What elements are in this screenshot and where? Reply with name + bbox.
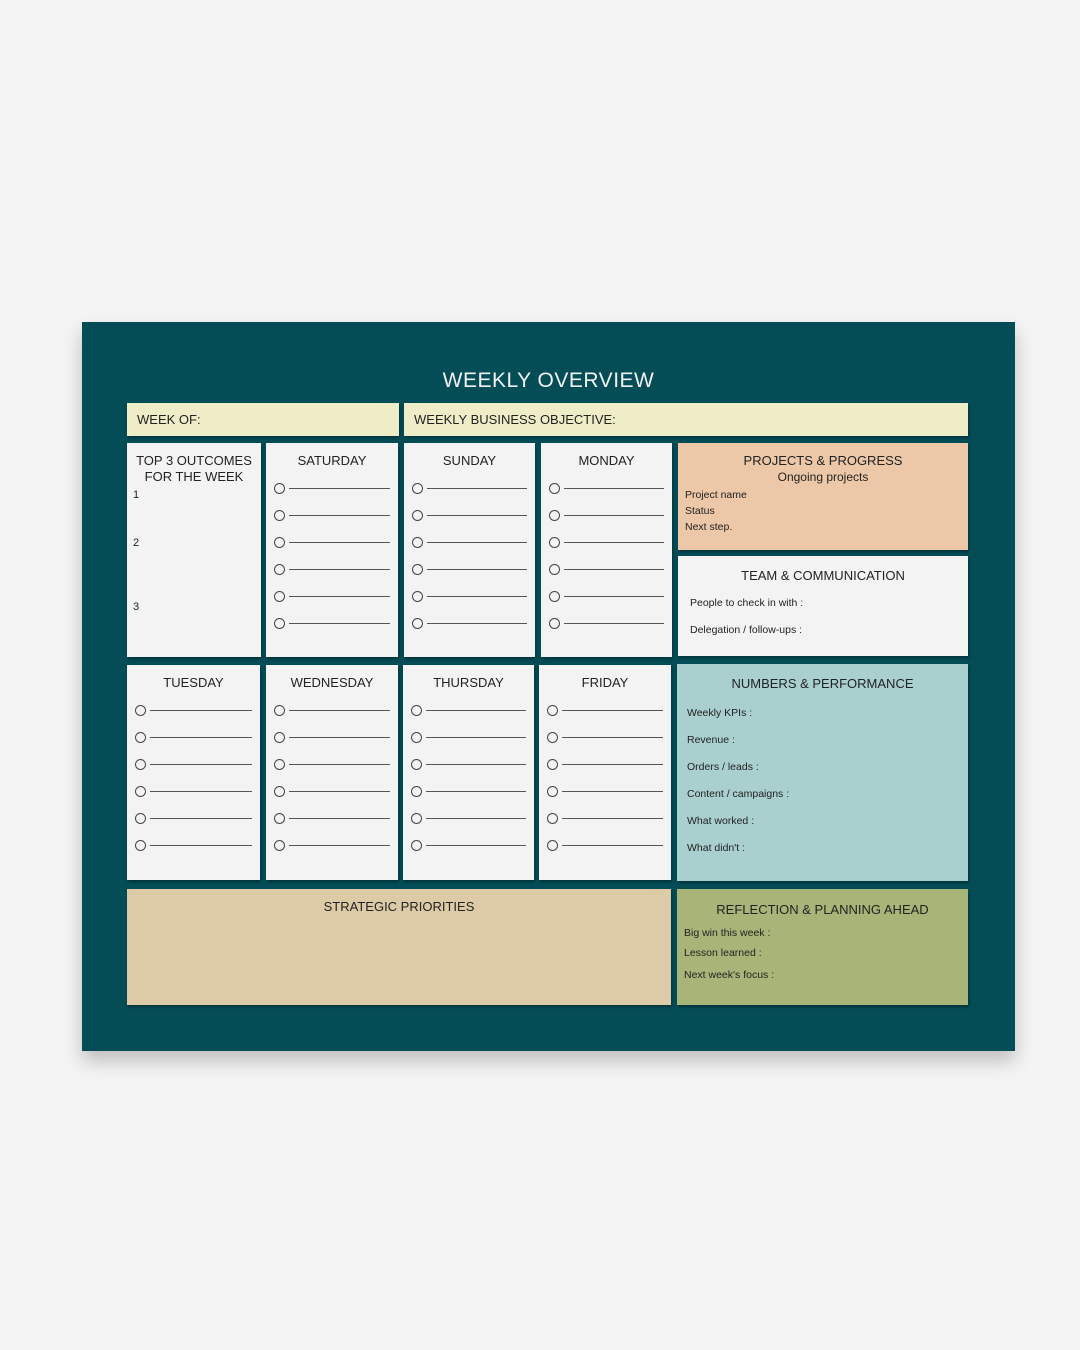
task-line[interactable] bbox=[564, 488, 664, 489]
numbers-title: NUMBERS & PERFORMANCE bbox=[731, 676, 914, 691]
task-row[interactable] bbox=[412, 510, 527, 522]
day-title: FRIDAY bbox=[581, 675, 629, 690]
task-row[interactable] bbox=[549, 591, 664, 603]
team-field: People to check in with : bbox=[690, 597, 804, 609]
task-line[interactable] bbox=[427, 542, 527, 543]
task-line[interactable] bbox=[150, 818, 252, 819]
task-line[interactable] bbox=[562, 818, 663, 819]
task-row[interactable] bbox=[135, 759, 252, 771]
checkbox-circle-icon[interactable] bbox=[135, 705, 146, 716]
task-line[interactable] bbox=[289, 542, 390, 543]
task-line[interactable] bbox=[427, 569, 527, 570]
team-communication-panel bbox=[678, 556, 968, 656]
task-row[interactable] bbox=[411, 786, 526, 798]
checkbox-circle-icon[interactable] bbox=[412, 510, 423, 521]
reflection-field: Next week's focus : bbox=[684, 969, 775, 981]
task-line[interactable] bbox=[289, 845, 390, 846]
top-outcomes-title bbox=[127, 453, 261, 485]
task-row[interactable] bbox=[135, 813, 252, 825]
checkbox-circle-icon[interactable] bbox=[274, 537, 285, 548]
task-line[interactable] bbox=[562, 791, 663, 792]
task-row[interactable] bbox=[411, 813, 526, 825]
checkbox-circle-icon[interactable] bbox=[547, 840, 558, 851]
checkbox-circle-icon[interactable] bbox=[549, 564, 560, 575]
task-line[interactable] bbox=[426, 818, 526, 819]
checkbox-circle-icon[interactable] bbox=[274, 813, 285, 824]
projects-progress-panel bbox=[678, 443, 968, 550]
task-line[interactable] bbox=[427, 596, 527, 597]
numbers-field: Content / campaigns : bbox=[687, 788, 790, 800]
checkbox-circle-icon[interactable] bbox=[549, 618, 560, 629]
task-row[interactable] bbox=[412, 618, 527, 630]
task-line[interactable] bbox=[562, 737, 663, 738]
task-line[interactable] bbox=[426, 737, 526, 738]
task-line[interactable] bbox=[289, 488, 390, 489]
outcome-number: 3 bbox=[133, 601, 140, 613]
task-line[interactable] bbox=[289, 737, 390, 738]
projects-subtitle: Ongoing projects bbox=[777, 470, 869, 484]
day-panel-tuesday bbox=[127, 665, 260, 880]
page-title: WEEKLY OVERVIEW bbox=[442, 369, 655, 392]
week-of-field[interactable] bbox=[127, 403, 399, 436]
task-row[interactable] bbox=[274, 705, 390, 717]
checkbox-circle-icon[interactable] bbox=[411, 786, 422, 797]
day-panel-friday bbox=[539, 665, 671, 880]
task-line[interactable] bbox=[289, 791, 390, 792]
checkbox-circle-icon[interactable] bbox=[274, 840, 285, 851]
task-line[interactable] bbox=[427, 488, 527, 489]
outcome-number: 2 bbox=[133, 537, 140, 549]
task-row[interactable] bbox=[549, 618, 664, 630]
projects-field: Next step. bbox=[685, 521, 733, 533]
checkbox-circle-icon[interactable] bbox=[549, 510, 560, 521]
task-row[interactable] bbox=[274, 537, 390, 549]
checkbox-circle-icon[interactable] bbox=[412, 483, 423, 494]
checkbox-circle-icon[interactable] bbox=[135, 786, 146, 797]
checkbox-circle-icon[interactable] bbox=[135, 759, 146, 770]
checkbox-circle-icon[interactable] bbox=[547, 813, 558, 824]
checkbox-circle-icon[interactable] bbox=[274, 618, 285, 629]
numbers-performance-panel bbox=[677, 664, 968, 881]
projects-title bbox=[678, 453, 968, 485]
weekly-objective-field[interactable] bbox=[404, 403, 968, 436]
numbers-field: What didn't : bbox=[687, 842, 746, 854]
numbers-field: What worked : bbox=[687, 815, 755, 827]
task-row[interactable] bbox=[135, 840, 252, 852]
numbers-field: Orders / leads : bbox=[687, 761, 759, 773]
task-line[interactable] bbox=[289, 764, 390, 765]
task-row[interactable] bbox=[274, 591, 390, 603]
reflection-title: REFLECTION & PLANNING AHEAD bbox=[716, 902, 929, 917]
task-row[interactable] bbox=[411, 840, 526, 852]
checkbox-circle-icon[interactable] bbox=[411, 732, 422, 743]
task-row[interactable] bbox=[412, 591, 527, 603]
checkbox-circle-icon[interactable] bbox=[135, 840, 146, 851]
reflection-field: Lesson learned : bbox=[684, 947, 762, 959]
task-line[interactable] bbox=[150, 764, 252, 765]
day-panel-saturday bbox=[266, 443, 398, 657]
checkbox-circle-icon[interactable] bbox=[274, 510, 285, 521]
task-row[interactable] bbox=[547, 732, 663, 744]
day-title: SUNDAY bbox=[442, 453, 497, 468]
task-line[interactable] bbox=[426, 845, 526, 846]
reflection-field: Big win this week : bbox=[684, 927, 771, 939]
checkbox-circle-icon[interactable] bbox=[549, 483, 560, 494]
strategic-priorities-panel[interactable] bbox=[127, 889, 671, 1005]
task-line[interactable] bbox=[562, 764, 663, 765]
checkbox-circle-icon[interactable] bbox=[549, 591, 560, 602]
task-line[interactable] bbox=[150, 737, 252, 738]
checkbox-circle-icon[interactable] bbox=[274, 564, 285, 575]
projects-field: Project name bbox=[685, 489, 747, 501]
task-line[interactable] bbox=[562, 710, 663, 711]
task-row[interactable] bbox=[547, 786, 663, 798]
task-line[interactable] bbox=[150, 845, 252, 846]
checkbox-circle-icon[interactable] bbox=[135, 732, 146, 743]
task-row[interactable] bbox=[274, 483, 390, 495]
task-line[interactable] bbox=[564, 542, 664, 543]
checkbox-circle-icon[interactable] bbox=[411, 759, 422, 770]
task-row[interactable] bbox=[549, 564, 664, 576]
day-panel-sunday bbox=[404, 443, 535, 657]
strategic-title: STRATEGIC PRIORITIES bbox=[323, 899, 475, 914]
checkbox-circle-icon[interactable] bbox=[412, 591, 423, 602]
task-row[interactable] bbox=[411, 759, 526, 771]
team-field: Delegation / follow-ups : bbox=[690, 624, 803, 636]
task-row[interactable] bbox=[547, 759, 663, 771]
task-row[interactable] bbox=[135, 705, 252, 717]
task-row[interactable] bbox=[274, 618, 390, 630]
day-title: SATURDAY bbox=[297, 453, 367, 468]
task-row[interactable] bbox=[274, 840, 390, 852]
checkbox-circle-icon[interactable] bbox=[411, 840, 422, 851]
checkbox-circle-icon[interactable] bbox=[411, 813, 422, 824]
day-panel-monday bbox=[541, 443, 672, 657]
checkbox-circle-icon[interactable] bbox=[547, 786, 558, 797]
task-row[interactable] bbox=[547, 840, 663, 852]
task-line[interactable] bbox=[427, 623, 527, 624]
task-row[interactable] bbox=[274, 564, 390, 576]
day-panel-wednesday bbox=[266, 665, 398, 880]
week-of-label: WEEK OF: bbox=[137, 412, 201, 427]
task-line[interactable] bbox=[289, 623, 390, 624]
top-outcomes-title-line2: FOR THE WEEK bbox=[144, 469, 244, 484]
checkbox-circle-icon[interactable] bbox=[412, 618, 423, 629]
checkbox-circle-icon[interactable] bbox=[412, 564, 423, 575]
task-row[interactable] bbox=[547, 813, 663, 825]
task-row[interactable] bbox=[549, 537, 664, 549]
checkbox-circle-icon[interactable] bbox=[274, 732, 285, 743]
checkbox-circle-icon[interactable] bbox=[547, 705, 558, 716]
task-row[interactable] bbox=[547, 705, 663, 717]
reflection-panel bbox=[677, 889, 968, 1005]
day-title: MONDAY bbox=[578, 453, 635, 468]
task-row[interactable] bbox=[135, 786, 252, 798]
outcome-number: 1 bbox=[133, 489, 140, 501]
checkbox-circle-icon[interactable] bbox=[547, 759, 558, 770]
task-row[interactable] bbox=[274, 510, 390, 522]
projects-field: Status bbox=[685, 505, 715, 517]
task-row[interactable] bbox=[274, 759, 390, 771]
task-row[interactable] bbox=[274, 732, 390, 744]
weekly-objective-label: WEEKLY BUSINESS OBJECTIVE: bbox=[414, 412, 616, 427]
task-line[interactable] bbox=[564, 596, 664, 597]
task-row[interactable] bbox=[412, 483, 527, 495]
day-title: WEDNESDAY bbox=[290, 675, 374, 690]
task-line[interactable] bbox=[564, 569, 664, 570]
task-line[interactable] bbox=[564, 623, 664, 624]
task-row[interactable] bbox=[412, 537, 527, 549]
checkbox-circle-icon[interactable] bbox=[412, 537, 423, 548]
task-line[interactable] bbox=[426, 791, 526, 792]
task-row[interactable] bbox=[135, 732, 252, 744]
top-outcomes-panel bbox=[127, 443, 261, 657]
task-line[interactable] bbox=[289, 710, 390, 711]
task-line[interactable] bbox=[426, 764, 526, 765]
checkbox-circle-icon[interactable] bbox=[274, 786, 285, 797]
projects-title-text: PROJECTS & PROGRESS bbox=[743, 453, 903, 468]
task-row[interactable] bbox=[412, 564, 527, 576]
task-line[interactable] bbox=[289, 569, 390, 570]
task-line[interactable] bbox=[426, 710, 526, 711]
task-line[interactable] bbox=[564, 515, 664, 516]
numbers-field: Weekly KPIs : bbox=[687, 707, 753, 719]
task-row[interactable] bbox=[549, 510, 664, 522]
day-panel-thursday bbox=[403, 665, 534, 880]
task-line[interactable] bbox=[150, 791, 252, 792]
task-row[interactable] bbox=[274, 786, 390, 798]
day-title: THURSDAY bbox=[433, 675, 504, 690]
planner-board bbox=[82, 322, 1015, 1051]
day-title: TUESDAY bbox=[163, 675, 224, 690]
task-line[interactable] bbox=[562, 845, 663, 846]
team-title: TEAM & COMMUNICATION bbox=[741, 568, 905, 583]
checkbox-circle-icon[interactable] bbox=[135, 813, 146, 824]
checkbox-circle-icon[interactable] bbox=[274, 705, 285, 716]
task-row[interactable] bbox=[411, 732, 526, 744]
task-line[interactable] bbox=[289, 596, 390, 597]
task-line[interactable] bbox=[289, 818, 390, 819]
checkbox-circle-icon[interactable] bbox=[547, 732, 558, 743]
task-row[interactable] bbox=[549, 483, 664, 495]
top-outcomes-title-line1: TOP 3 OUTCOMES bbox=[136, 453, 252, 468]
task-row[interactable] bbox=[274, 813, 390, 825]
task-line[interactable] bbox=[289, 515, 390, 516]
numbers-field: Revenue : bbox=[687, 734, 735, 746]
task-line[interactable] bbox=[427, 515, 527, 516]
checkbox-circle-icon[interactable] bbox=[549, 537, 560, 548]
checkbox-circle-icon[interactable] bbox=[274, 759, 285, 770]
checkbox-circle-icon[interactable] bbox=[411, 705, 422, 716]
checkbox-circle-icon[interactable] bbox=[274, 591, 285, 602]
task-line[interactable] bbox=[150, 710, 252, 711]
checkbox-circle-icon[interactable] bbox=[274, 483, 285, 494]
task-row[interactable] bbox=[411, 705, 526, 717]
